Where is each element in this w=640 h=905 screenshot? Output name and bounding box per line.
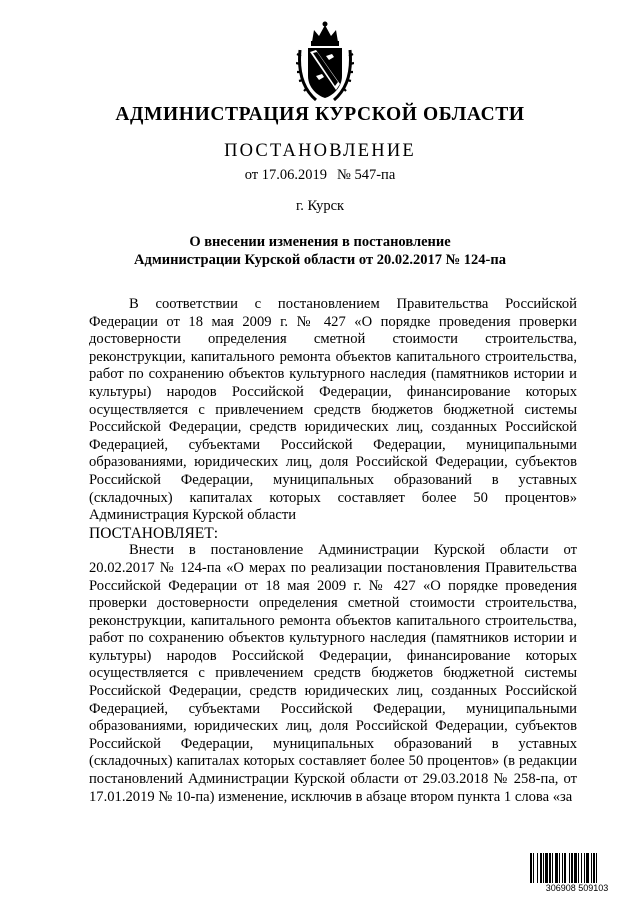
coat-of-arms-icon bbox=[296, 20, 354, 104]
subject-line-2: Администрации Курской области от 20.02.2017 № 124-па bbox=[134, 252, 506, 268]
document-number: № 547-па bbox=[337, 167, 396, 183]
document-subject bbox=[80, 233, 560, 269]
date-number-line bbox=[0, 167, 640, 184]
subject-line-1: О внесении изменения в постановление bbox=[189, 234, 451, 250]
city-name: г. Курск bbox=[295, 198, 345, 214]
body-paragraph-1: В соответствии с постановлением Правительства Российской Федерации от 18 мая 2009 г. № 427 «О порядке проведения проверки достоверности определения сметной стоимости строительства, реконструкции, капитального ремонта объектов капитального строительства, работ по сохранению объектов культурного наследия (памятников истории и культуры) народов Российской Федерации, финансирование которых осуществляется с привлечением средств бюджетов бюджетной системы Российской Федерации, средств юридических лиц, созданных Российской Федерацией, субъектами Российской Федерации, муниципальными образованиями, юридических лиц, доля Российской Федерации, субъектов Российской Федерации, муниципальных образований в уставных (складочных) капиталах которых составляет более 50 процентов» Администрация Курской области bbox=[89, 296, 577, 524]
barcode-number: 306908 509103 bbox=[529, 883, 625, 893]
decree-word: ПОСТАНОВЛЯЕТ: bbox=[89, 524, 219, 542]
document-type: ПОСТАНОВЛЕНИЕ bbox=[224, 141, 416, 161]
document-date: от 17.06.2019 bbox=[244, 167, 328, 183]
document-body bbox=[89, 296, 577, 806]
body-paragraph-2: Внести в постановление Администрации Курской области от 20.02.2017 № 124-па «О мерах по реализации постановления Правительства Российской Федерации от 18 мая 2009 г. № 427 «О порядке проведения проверки достоверности определения сметной стоимости строительства, реконструкции, капитального ремонта объектов капитального строительства, работ по сохранению объектов культурного наследия (памятников истории и культуры) народов Российской Федерации, финансирование которых осуществляется с привлечением средств бюджетов бюджетной системы Российской Федерации, средств юридических лиц, созданных Российской Федерацией, субъектами Российской Федерации, муниципальными образованиями, юридических лиц, доля Российской Федерации, субъектов Российской Федерации, муниципальных образований в уставных (складочных) капиталах которых составляет более 50 процентов» (в редакции постановлений Администрации Курской области от 29.03.2018 № 258-па, от 17.01.2019 № 10-па) изменение, исключив в абзаце втором пункта 1 слова «за bbox=[89, 542, 577, 805]
organization-title: АДМИНИСТРАЦИЯ КУРСКОЙ ОБЛАСТИ bbox=[115, 104, 525, 125]
barcode bbox=[529, 853, 625, 893]
